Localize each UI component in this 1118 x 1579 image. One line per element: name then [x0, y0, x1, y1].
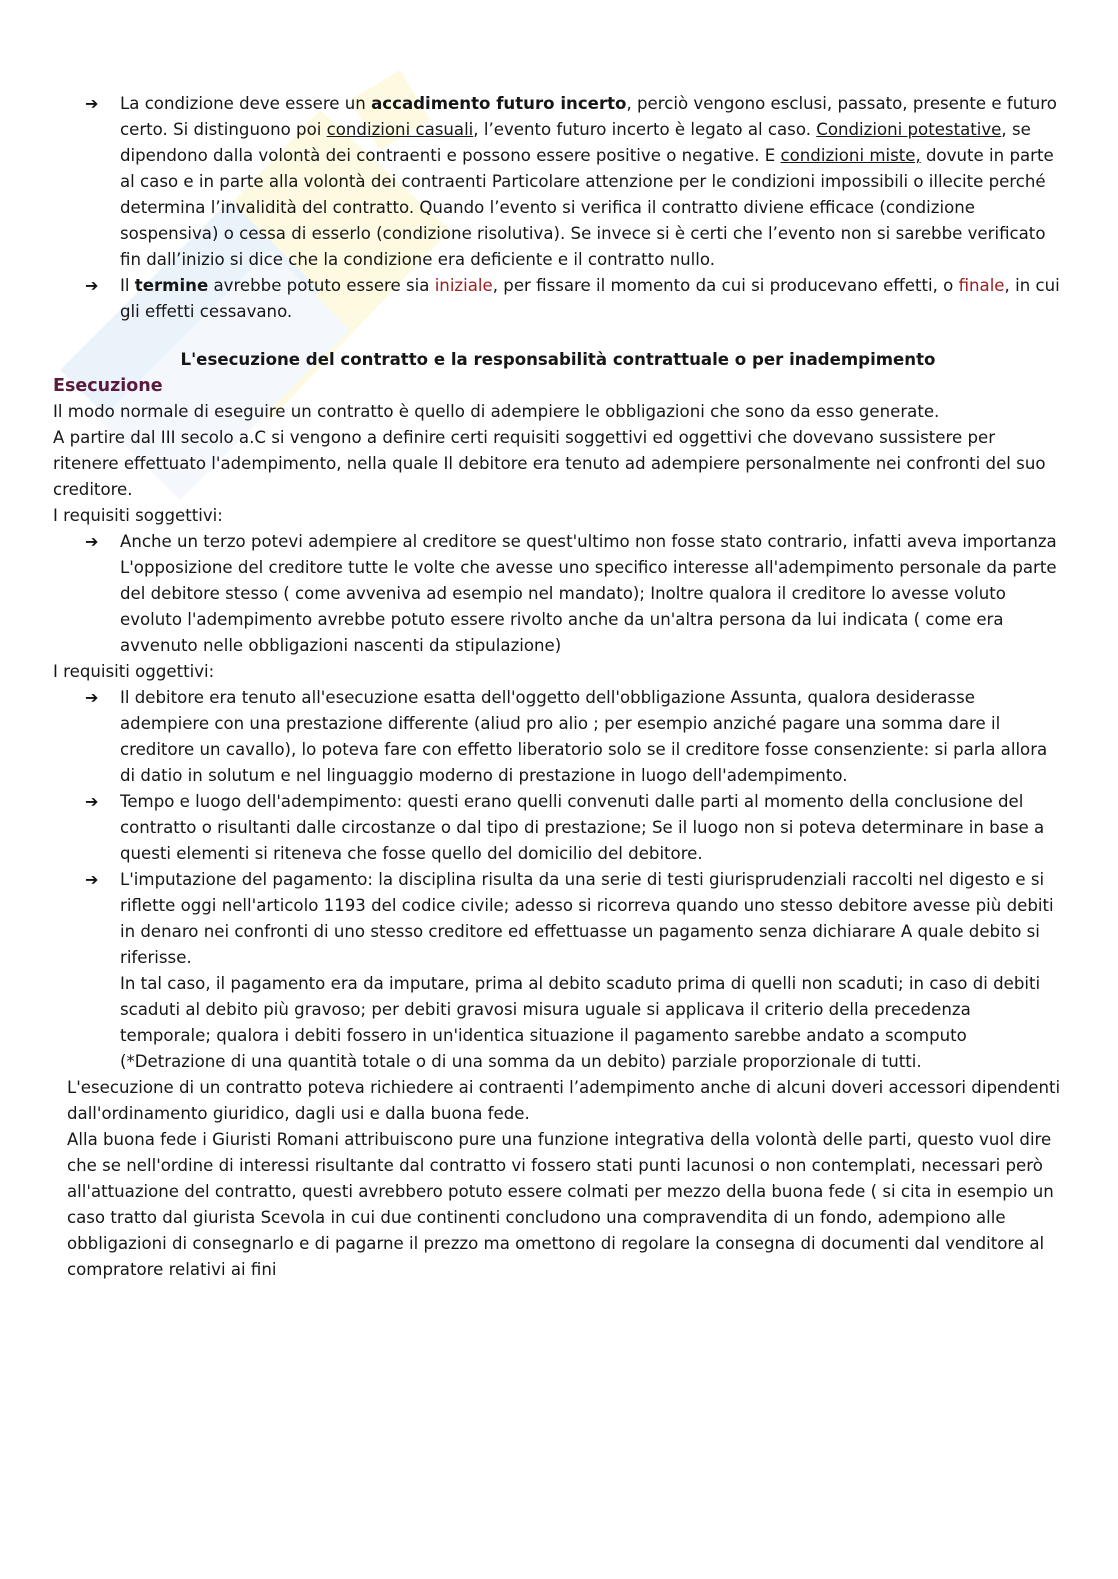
arrow-bullet-icon: ➔: [85, 792, 99, 811]
section-title: L'esecuzione del contratto e la responsabilità contrattuale o per inadempimento: [180, 350, 936, 369]
heading-esecuzione: Esecuzione: [53, 376, 163, 396]
objective-requirements-label: I requisiti oggettivi:: [53, 662, 215, 681]
arrow-bullet-icon: ➔: [85, 94, 99, 113]
arrow-bullet-icon: ➔: [85, 870, 99, 889]
list-item: ➔ Anche un terzo potevi adempiere al creditore se quest'ultimo non fosse stato contrario, infatti aveva importanza L'opposizione del creditore tutte le volte che avesse uno specifico interesse all'adempimento personale da parte del debitore stesso ( come avveniva ad esempio nel mandato); Inoltre qualora il creditore lo avesse voluto evoluto l'adempimento avrebbe potuto essere rivolto anche da un'altra persona da lui indicata ( come era avvenuto nelle obbligazioni nascenti da stipulazione): [53, 529, 1063, 659]
objective-continuation: In tal caso, il pagamento era da imputare, prima al debito scaduto prima di quelli non scaduti; in caso di debiti scaduti al debito più gravoso; per debiti gravosi misura uguale si applicava il criterio della precedenza temporale; qualora i debiti fossero in un'identica situazione il pagamento sarebbe andato a scomputo (*Detrazione di una quantità totale o di una somma da un debito) parziale proporzionale di tutti.: [120, 974, 1041, 1071]
subjective-bullet-list: [53, 529, 1063, 659]
paragraph: Alla buona fede i Giuristi Romani attribuiscono pure una funzione integrativa della volontà delle parti, questo vuol dire che se nell'ordine di interessi risultante dal contratto vi fossero stati punti lacunosi o non contemplati, necessari però all'attuazione del contratto, questi avrebbero potuto essere colmati per mezzo della buona fede ( si cita in esempio un caso tratto dal giurista Scevola in cui due continenti concludono una compravendita di un fondo, adempiono alle obbligazioni di consegnarlo e di pagarne il prezzo ma omettono di regolare la consegna di documenti dal venditore al compratore relativi ai fini: [67, 1130, 1054, 1279]
document-page: [53, 91, 1063, 1283]
list-item: ➔ La condizione deve essere un accadimento futuro incerto, perciò vengono esclusi, passato, presente e futuro certo. Si distinguono poi condizioni casuali, l’evento futuro incerto è legato al caso. Condizioni potestative, se dipendono dalla volontà dei contraenti e possono essere positive o negative. E condizioni miste, dovute in parte al caso e in parte alla volontà dei contraenti Particolare attenzione per le condizioni impossibili o illecite perché determina l’invalidità del contratto. Quando l’evento si verifica il contratto diviene efficace (condizione sospensiva) o cessa di esserlo (condizione risolutiva). Se invece si è certi che l’evento non si sarebbe verificato fin dall’inizio si dice che la condizione era deficiente e il contratto nullo.: [53, 91, 1063, 273]
intro-bullet-list: [53, 91, 1063, 325]
list-item: ➔ Tempo e luogo dell'adempimento: questi erano quelli convenuti dalle parti al momento della conclusione del contratto o risultanti dalle circostanze o dal tipo di prestazione; Se il luogo non si poteva determinare in base a questi elementi si riteneva che fosse quello del domicilio del debitore.: [53, 789, 1063, 867]
paragraph: A partire dal III secolo a.C si vengono a definire certi requisiti soggettivi ed oggettivi che dovevano sussistere per ritenere effettuato l'adempimento, nella quale Il debitore era tenuto ad adempiere personalmente nei confronti del suo creditore.: [53, 428, 1046, 499]
objective-bullet-list: [53, 685, 1063, 971]
arrow-bullet-icon: ➔: [85, 688, 99, 707]
arrow-bullet-icon: ➔: [85, 532, 99, 551]
list-item: ➔ Il debitore era tenuto all'esecuzione esatta dell'oggetto dell'obbligazione Assunta, qualora desiderasse adempiere con una prestazione differente (aliud pro alio ; per esempio anziché pagare una somma dare il creditore un cavallo), lo poteva fare con effetto liberatorio solo se il creditore fosse consenziente: si parla allora di datio in solutum e nel linguaggio moderno di prestazione in luogo dell'adempimento.: [53, 685, 1063, 789]
list-item: ➔ Il termine avrebbe potuto essere sia iniziale, per fissare il momento da cui si producevano effetti, o finale, in cui gli effetti cessavano.: [53, 273, 1063, 325]
arrow-bullet-icon: ➔: [85, 276, 99, 295]
paragraph: L'esecuzione di un contratto poteva richiedere ai contraenti l’adempimento anche di alcuni doveri accessori dipendenti dall'ordinamento giuridico, dagli usi e dalla buona fede.: [67, 1078, 1061, 1123]
list-item: ➔ L'imputazione del pagamento: la disciplina risulta da una serie di testi giurisprudenziali raccolti nel digesto e si riflette oggi nell'articolo 1193 del codice civile; adesso si ricorreva quando uno stesso debitore avesse più debiti in denaro nei confronti di uno stesso creditore ed effettuasse un pagamento senza dichiarare A quale debito si riferisse.: [53, 867, 1063, 971]
subjective-requirements-label: I requisiti soggettivi:: [53, 506, 223, 525]
paragraph: Il modo normale di eseguire un contratto è quello di adempiere le obbligazioni che sono da esso generate.: [53, 402, 940, 421]
